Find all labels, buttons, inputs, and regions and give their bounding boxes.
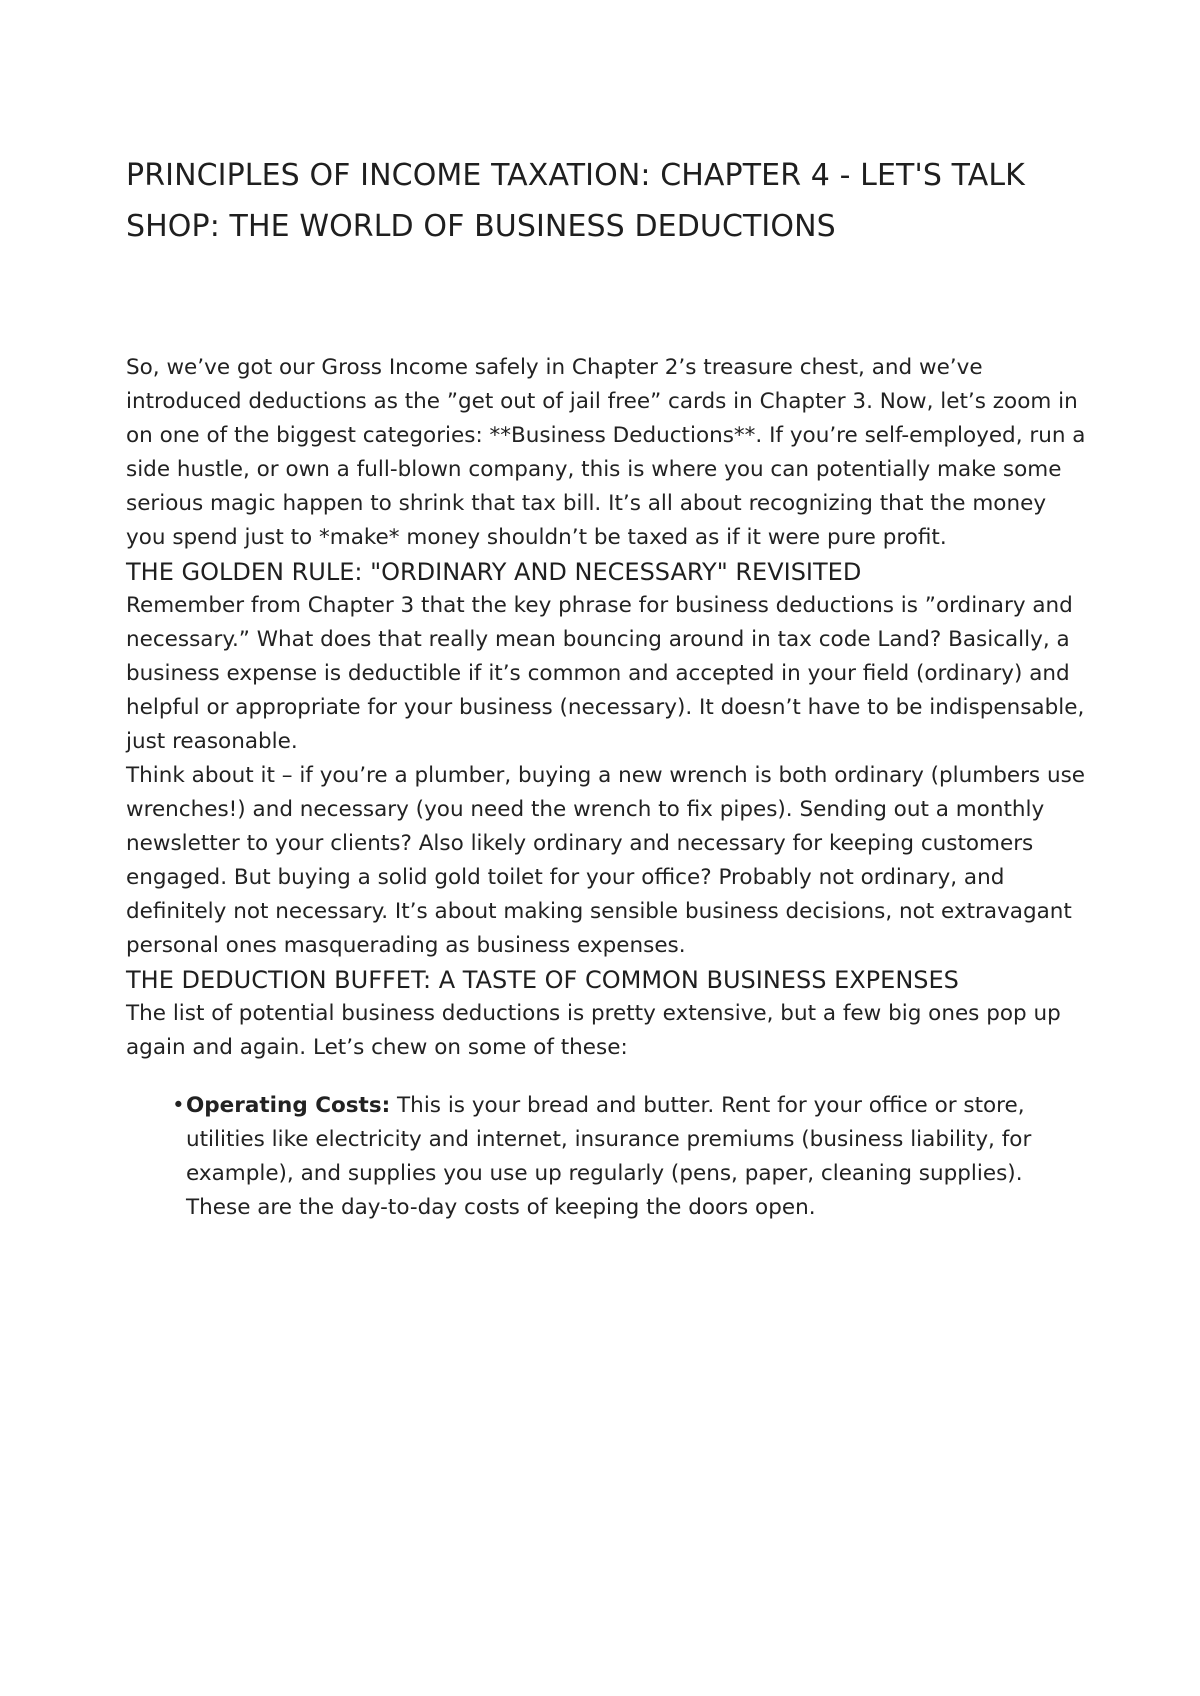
paragraph-ordinary-necessary: Remember from Chapter 3 that the key phrase for business deductions is ”ordinary and necessary.” What does that really mean bouncing around in tax code Land? Basically, a business expense is deductible if it’s common and accepted in your field (ordinary) and helpful or appropriate for your business (necessary). It doesn’t have to be indispensable, just reasonable.	[126, 593, 1085, 754]
bullet-marker: •	[172, 1093, 185, 1118]
section-heading-golden-rule: THE GOLDEN RULE: "ORDINARY AND NECESSARY" REVISITED	[126, 558, 862, 586]
paragraph-plumber-example: Think about it – if you’re a plumber, buying a new wrench is both ordinary (plumbers use wrenches!) and necessary (you need the wrench to fix pipes). Sending out a monthly newsletter to your clients? Also likely ordinary and necessary for keeping customers engaged. But buying a solid gold toilet for your office? Probably not ordinary, and definitely not necessary. It’s about making sensible business decisions, not extravagant personal ones masquerading as business expenses.	[126, 763, 1086, 958]
bullet-text: This is your bread and butter. Rent for your office or store, utilities like electricity and internet, insurance premiums (business liability, for example), and supplies you use up regularly (pens, paper, cleaning supplies). These are the day-to-day costs of keeping the doors open.	[186, 1093, 1032, 1220]
bullet-term: Operating Costs:	[186, 1093, 391, 1118]
deduction-bullet-list	[126, 1089, 1086, 1225]
list-item	[172, 1089, 1086, 1225]
paragraph-deduction-list-intro: The list of potential business deductions is pretty extensive, but a few big ones pop up again and again. Let’s chew on some of these:	[126, 1001, 1061, 1060]
section-heading-deduction-buffet: THE DEDUCTION BUFFET: A TASTE OF COMMON BUSINESS EXPENSES	[126, 966, 959, 994]
document-title: PRINCIPLES OF INCOME TAXATION: CHAPTER 4 - LET'S TALK SHOP: THE WORLD OF BUSINESS DEDUCTIONS	[126, 158, 1025, 244]
intro-paragraph: So, we’ve got our Gross Income safely in Chapter 2’s treasure chest, and we’ve introduced deductions as the ”get out of jail free” cards in Chapter 3. Now, let’s zoom in on one of the biggest categories: **Business Deductions**. If you’re self-employed, run a side hustle, or own a full-blown company, this is where you can potentially make some serious magic happen to shrink that tax bill. It’s all about recognizing that the money you spend just to *make* money shouldn’t be taxed as if it were pure profit.	[126, 355, 1086, 550]
